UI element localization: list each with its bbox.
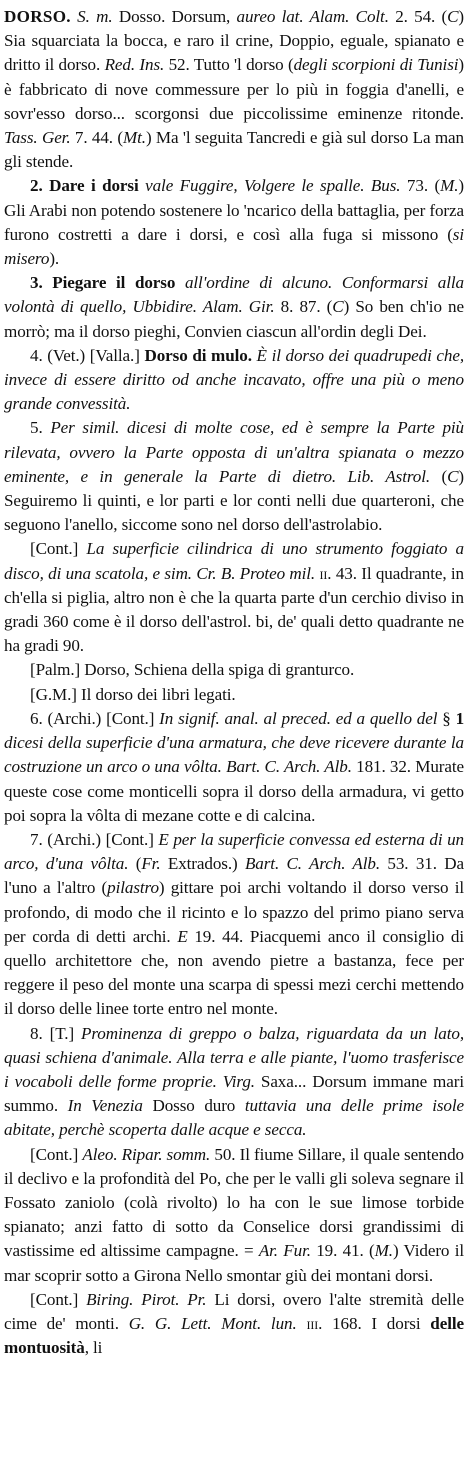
text-segment: 5. [30,418,51,438]
italic-text: C [447,7,459,26]
italic-text: G. G. Lett. Mont. lun. [128,1313,297,1333]
italic-text: In Venezia [67,1096,143,1116]
text-segment: [Cont.] [30,1144,83,1164]
text-segment: ) Sia squarciata la bocca, e raro il crine, Doppio, eguale, spianato e dritto il dorso. [4,7,464,75]
entry-paragraph [4,828,464,1022]
text-segment: . 43. Il quadrante, in ch'ella si piglia, altro non è che la quarta parte d'un cerchio diviso in gradi 360 come è il dorso dell'astrol. bi, de' quali detto quadrante ne ha gradi 90. [4,563,464,656]
entry-paragraph [4,5,464,174]
bold-text: Dorso di mulo. [144,345,252,365]
italic-text: Per simil. dicesi di molte cose, ed è sempre la Parte più rilevata, ovvero la Parte opposta di un'altra spianata o mezzo eminente, e in generale la Parte di dietro. Lib. Astrol. [4,418,464,486]
text-segment: 50. Il fiume Sillare, il quale sentendo il declivo e la profondità del Po, che per le valli gli soleva segnare il Fossato zaniolo (colà rivolto) lo ha con le sue limose torbide spianato; anzi fatto di sotto da Conselice dorsi grandissimi di vastissime ed altissime campagne. = [4,1144,464,1261]
text-segment: ) gittare poi archi voltando il dorso verso il profondo, di modo che il ricinto e lo spazzo del primo piano serva per corda di detti archi. [4,878,464,946]
bold-text: delle montuosità [4,1313,464,1358]
text-segment: ) Ma 'l seguita Tancredi e già sul dorso La man gli stende. [4,128,464,172]
italic-text: vale Fuggire, Volgere le spalle. Bus. [138,176,401,196]
italic-text: aureo lat. Alam. Colt. [236,7,389,26]
text-segment: ) Videro il mar scoprir sotto a Girona Nello smontar giù dei montani dorsi. [4,1241,464,1285]
text-segment: Dosso duro [142,1096,245,1116]
italic-text: Aleo. Ripar. somm. [82,1144,211,1164]
text-segment: 7. (Archi.) [Cont.] [30,829,159,849]
italic-text: Red. Ins. [104,55,165,75]
text-segment: ). [49,249,60,269]
italic-text: C [332,297,344,317]
entry-paragraph [4,537,464,658]
text-segment: Extrados.) [160,854,245,874]
italic-text: M. [440,176,459,196]
text-segment: 19. 41. ( [310,1241,375,1261]
text-segment: 4. (Vet.) [Valla.] [30,345,145,365]
text-segment: 19. 44. Piacquemi anco il consiglio di quello architettore che, non avendo pietre a bastanza, fece per reggere il peso del monte una scarpa di spessi mezi cerchi mettendo il dorso delle linee torte entro nel monte. [4,926,464,1019]
entry-paragraph [4,1288,464,1361]
italic-text: La superficie cilindrica di uno strumento foggiato a disco, di una scatola, e sim. Cr. B. Proteo mil. [4,539,464,583]
text-segment: 2. 54. ( [388,7,448,26]
text-segment: ) So ben ch'io ne morrò; ma il dorso pieghi, Convien ciascun all'ordin degli Dei. [4,297,464,341]
italic-text: In signif. anal. al preced. ed a quello del [159,708,438,728]
text-segment: [Palm.] Dorso, Schiena della spiga di granturco. [30,660,355,680]
text-segment: . 168. I dorsi [318,1313,431,1333]
headword: DORSO. [4,7,71,26]
text-segment: , li [84,1338,103,1358]
entry-paragraph [4,416,464,537]
italic-text: dicesi della superficie d'una armatura, che deve ricevere durante la costruzione un arco o una vôlta. Bart. C. Arch. Alb. [4,733,464,777]
italic-text: È il dorso dei quadrupedi che, invece di essere diritto od anche incavato, offre una più o meno grande convessità. [4,345,464,414]
italic-text: E [177,926,188,946]
entry-paragraph [4,1022,464,1143]
text-segment: 181. 32. Murate queste cose come monticelli sopra il dorso della armadura, vi getto poi sopra la vôlta di mezane cotte e di calcina. [4,757,464,825]
roman-numeral: iii [306,1313,319,1333]
text-segment: ) è fabbricato di nove commessure per lo più in foggia d'anelli, e sovr'esso dorso... scorgonsi due piccolissime eminenze ritonde. [4,55,464,123]
italic-text: Bart. C. Arch. Alb. [244,854,381,874]
text-segment: [Cont.] [30,539,87,559]
text-segment: 8. [T.] [30,1023,82,1043]
italic-text: tuttavia una delle prime isole abitate, perchè scoperta dalle acque e secca. [4,1096,465,1140]
text-segment: ) Gli Arabi non potendo sostenere lo 'ncarico della battaglia, per forza furono costretti a dare i dorsi, e così alla fuga si missono ( [4,176,464,244]
italic-text: degli scorpioni di Tunisi [293,55,459,75]
italic-text: M. [374,1241,393,1261]
italic-text: E per la superficie convessa ed esterna di un arco, d'una vôlta. [4,829,464,874]
text-segment: [Cont.] [30,1289,87,1309]
text-segment: § [437,708,456,728]
italic-text: Ar. Fur. [258,1241,311,1261]
entry-paragraph [4,707,464,828]
text-segment: Dosso. Dorsum, [112,7,237,26]
italic-text: all'ordine di alcuno. Conformarsi alla volontà di quello, Ubbidire. Alam. Gir. [4,273,464,317]
text-segment: 73. ( [400,176,441,196]
text-segment: Saxa... Dorsum immane mari summo. [4,1071,464,1116]
bold-text: 3. Piegare il dorso [30,273,176,293]
italic-text: pilastro [107,878,159,898]
italic-text: Prominenza di greppo o balza, riguardata da un lato, quasi schiena d'animale. Alla terra e alle piante, l'uomo trasferisce i vocaboli delle forme proprie. Virg. [4,1023,465,1091]
italic-text: Tass. Ger. [4,128,71,148]
text-segment: 6. (Archi.) [Cont.] [30,708,160,728]
text-segment: 7. 44. ( [70,128,123,148]
italic-text: si misero [4,224,464,269]
italic-text: Fr. [141,854,161,874]
text-segment: ) Seguiremo li quinti, e lor parti e lor conti nelli due quarteroni, che seguono l'anello, siccome sono nel dorso dell'astrolabio. [4,466,464,535]
text-segment: Li dorsi, overo l'alte stremità delle cime de' monti. [4,1289,464,1333]
italic-text: C [447,466,459,486]
bold-text: 1 [455,708,465,728]
bold-text: 2. Dare i dorsi [30,176,139,196]
text-segment: [G.M.] Il dorso dei libri legati. [30,684,236,704]
entry-paragraph [4,174,464,271]
entry-paragraph [4,344,464,417]
entry-paragraph [4,658,464,682]
text-segment: 8. 87. ( [274,297,333,317]
text-segment [297,1314,307,1333]
text-segment: 52. Tutto 'l dorso ( [164,55,294,75]
entry-paragraph [4,683,464,707]
text-segment: ( [128,854,142,874]
text-segment: 53. 31. Da l'uno a l'altro ( [4,854,464,898]
italic-text: Biring. Pirot. Pr. [86,1289,207,1309]
entry-paragraph [4,271,464,344]
roman-numeral: ii [319,563,328,583]
text-segment: ( [430,466,448,486]
entry-paragraph [4,1143,464,1288]
italic-text: Mt. [122,128,146,148]
italic-text: S. m. [70,7,113,26]
